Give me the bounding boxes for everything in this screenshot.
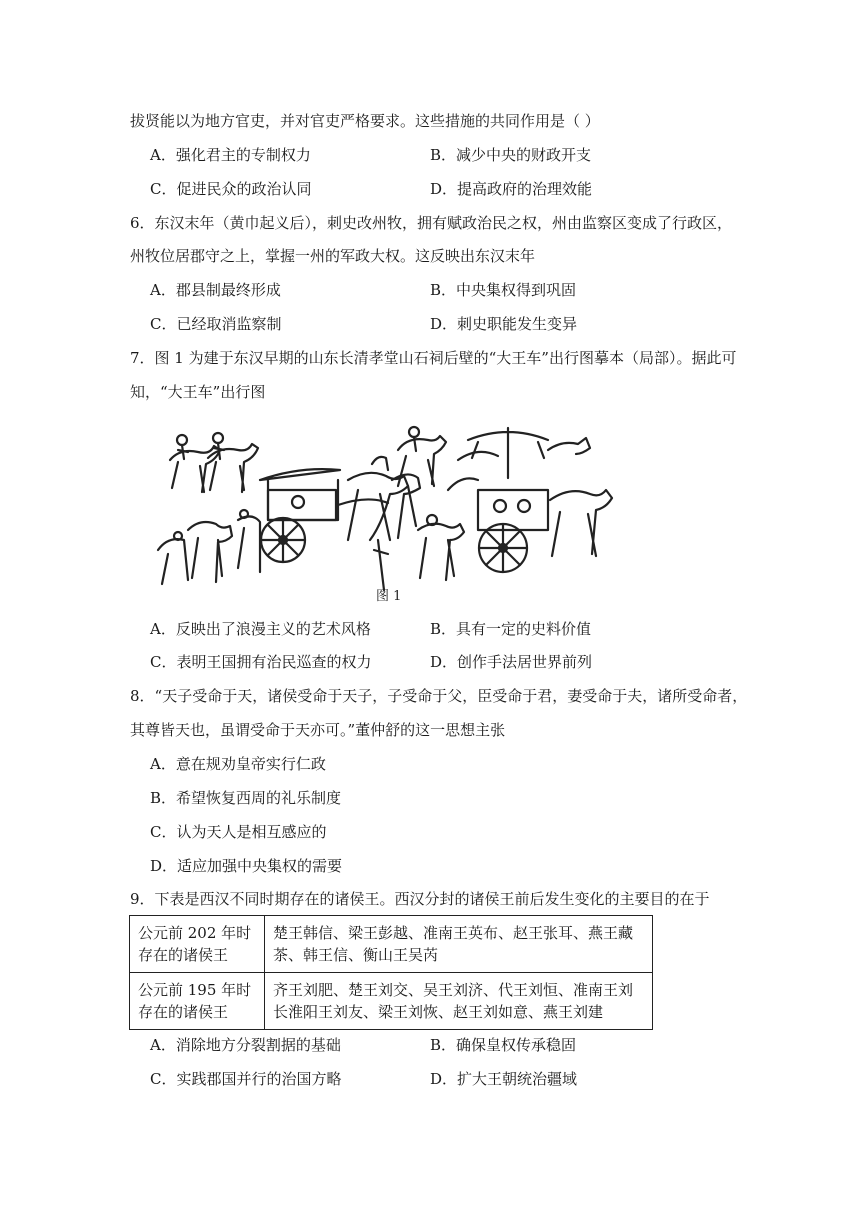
horse-team-right <box>548 438 612 556</box>
q9-option-d: D．扩大王朝统治疆域 <box>430 1070 578 1088</box>
q9-stem: 9．下表是西汉不同时期存在的诸侯王。西汉分封的诸侯王前后发生变化的主要目的在于 <box>130 890 710 908</box>
q5-option-d: D．提高政府的治理效能 <box>430 180 593 198</box>
q9-option-c: C．实践郡国并行的治国方略 <box>150 1070 342 1088</box>
q7-option-d: D．创作手法居世界前列 <box>430 653 593 671</box>
chariot-right <box>448 428 548 572</box>
table-row <box>130 916 653 973</box>
q8-option-c: C．认为天人是相互感应的 <box>150 823 327 841</box>
q5-option-b: B．减少中央的财政开支 <box>430 146 592 164</box>
foot-attendant-figures <box>158 510 260 584</box>
chariot-procession-rubbing-image <box>148 420 618 605</box>
q8-option-a: A．意在规劝皇帝实行仁政 <box>150 755 326 773</box>
vassal-kings-table <box>129 915 653 1030</box>
figure-caption: 图 1 <box>376 589 402 604</box>
q9-option-b: B．确保皇权传承稳固 <box>430 1036 577 1054</box>
q7-option-b: B．具有一定的史料价值 <box>430 620 592 638</box>
q6-option-d: D．刺史职能发生变异 <box>430 315 578 333</box>
table-cell-era: 公元前 202 年时 存在的诸侯王 <box>130 916 265 973</box>
q5-option-c: C．促进民众的政治认同 <box>150 180 312 198</box>
q8-stem-line-1: 8．“天子受命于天，诸侯受命于天子，子受命于父，臣受命于君，妻受命于夫，诸所受命者， <box>130 687 748 705</box>
q6-stem-line-1: 6．东汉末年（黄巾起义后），刺史改州牧，拥有赋政治民之权，州由监察区变成了行政区， <box>130 214 733 232</box>
table-cell-era: 公元前 195 年时 存在的诸侯王 <box>130 973 265 1030</box>
q8-option-b: B．希望恢复西周的礼乐制度 <box>150 789 342 807</box>
q6-option-b: B．中央集权得到巩固 <box>430 281 577 299</box>
q5-stem-continuation: 拔贤能以为地方官吏，并对官吏严格要求。这些措施的共同作用是（ ） <box>130 112 600 130</box>
q6-stem-line-2: 州牧位居郡守之上，掌握一州的军政大权。这反映出东汉末年 <box>130 247 536 265</box>
q7-stem-line-2: 知，“大王车”出行图 <box>130 383 266 401</box>
mounted-rider-figure-2 <box>208 433 258 492</box>
horse-team-left <box>348 457 420 540</box>
q6-option-a: A．郡县制最终形成 <box>150 281 281 299</box>
chariot-left <box>260 469 388 562</box>
table-cell-kings: 齐王刘肥、楚王刘交、吴王刘济、代王刘恒、准南王刘 长淮阳王刘友、梁王刘恢、赵王刘如意、燕王刘建 <box>265 973 653 1030</box>
table-row <box>130 973 653 1030</box>
q7-option-c: C．表明王国拥有治民巡查的权力 <box>150 653 372 671</box>
q7-option-a: A．反映出了浪漫主义的艺术风格 <box>150 620 371 638</box>
table-cell-kings: 楚王韩信、梁王彭越、准南王英布、赵王张耳、燕王藏 茶、韩王信、衡山王吴芮 <box>265 916 653 973</box>
q9-option-a: A．消除地方分裂割据的基础 <box>150 1036 341 1054</box>
q6-option-c: C．已经取消监察制 <box>150 315 282 333</box>
q7-stem-line-1: 7．图 1 为建于东汉早期的山东长清孝堂山石祠后壁的“大王车”出行图摹本（局部）。据此可 <box>130 349 737 367</box>
q5-option-a: A．强化君主的专制权力 <box>150 146 311 164</box>
q8-stem-line-2: 其尊皆天也，虽谓受命于天亦可。”董仲舒的这一思想主张 <box>130 721 506 739</box>
q8-option-d: D．适应加强中央集权的需要 <box>150 857 343 875</box>
